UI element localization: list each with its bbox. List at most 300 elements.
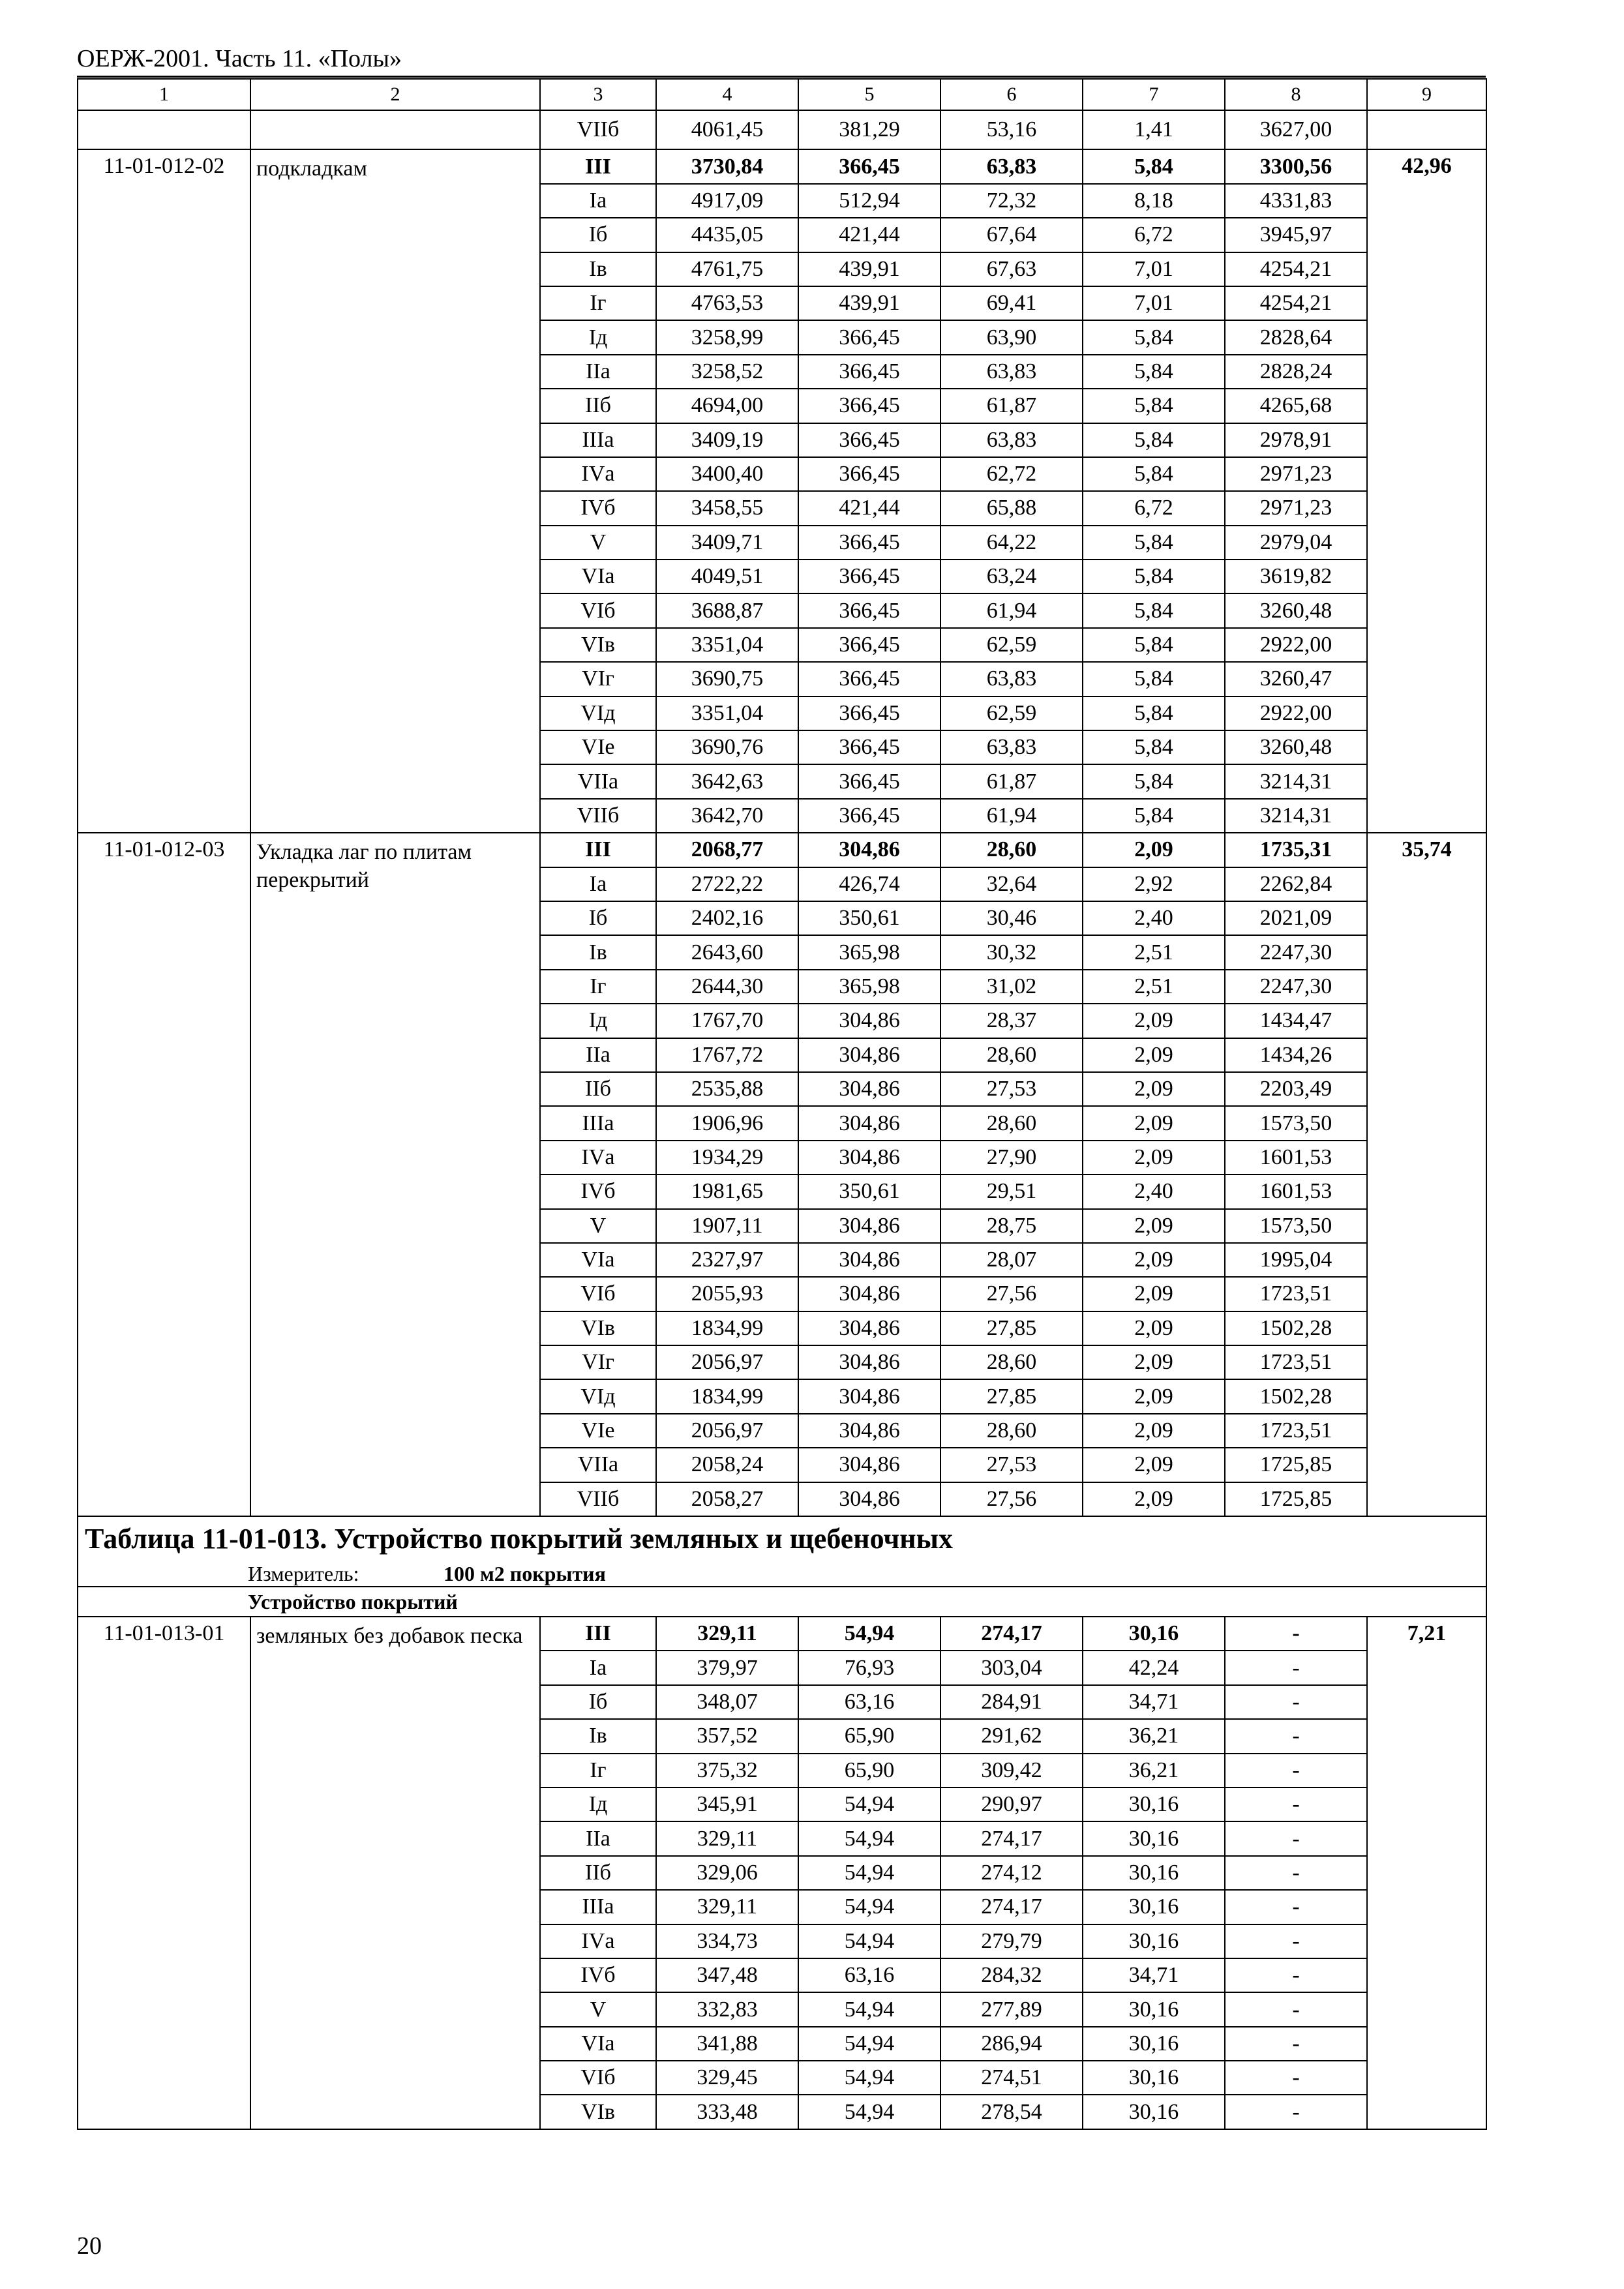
value-col-7: 30,16 — [1083, 1924, 1225, 1958]
value-col-5: 54,94 — [798, 2027, 940, 2061]
value-col-5: 366,45 — [798, 730, 940, 764]
value-col-7: 2,09 — [1083, 1379, 1225, 1413]
value-col-8: 2247,30 — [1225, 970, 1367, 1004]
value-col-6: 309,42 — [940, 1754, 1083, 1788]
value-col-6: 62,72 — [940, 457, 1083, 491]
value-col-7: 6,72 — [1083, 218, 1225, 252]
value-col-4: 333,48 — [656, 2095, 798, 2129]
value-col-7: 8,18 — [1083, 184, 1225, 218]
section-row — [78, 1587, 1486, 1617]
value-col-7: 5,84 — [1083, 423, 1225, 457]
value-col-5: 54,94 — [798, 1924, 940, 1958]
value-col-4: 2058,27 — [656, 1482, 798, 1516]
value-col-6: 62,59 — [940, 628, 1083, 662]
value-col-5: 366,45 — [798, 320, 940, 354]
value-col-7: 5,84 — [1083, 730, 1225, 764]
value-col-4: 329,11 — [656, 1821, 798, 1855]
value-col-7: 5,84 — [1083, 560, 1225, 593]
value-col-6: 274,12 — [940, 1856, 1083, 1890]
value-col-7: 2,09 — [1083, 1209, 1225, 1243]
value-col-8: 2922,00 — [1225, 628, 1367, 662]
region-group: VIг — [540, 1345, 656, 1379]
value-col-4: 341,88 — [656, 2027, 798, 2061]
value-col-8: 1601,53 — [1225, 1174, 1367, 1208]
value-col-6: 278,54 — [940, 2095, 1083, 2129]
value-col-8: 2021,09 — [1225, 901, 1367, 935]
value-col-8: 1434,26 — [1225, 1038, 1367, 1072]
value-col-6: 67,64 — [940, 218, 1083, 252]
value-col-8: 1723,51 — [1225, 1345, 1367, 1379]
value-col-4: 3258,99 — [656, 320, 798, 354]
value-col-4: 329,11 — [656, 1890, 798, 1924]
column-number: 1 — [78, 79, 250, 110]
value-col-5: 54,94 — [798, 1788, 940, 1821]
value-col-6: 274,17 — [940, 1890, 1083, 1924]
value-col-7: 36,21 — [1083, 1719, 1225, 1753]
value-col-6: 53,16 — [940, 110, 1083, 149]
value-col-6: 284,91 — [940, 1685, 1083, 1719]
group-base-row — [78, 149, 1486, 183]
value-col-5: 366,45 — [798, 149, 940, 183]
table-title-row — [78, 1516, 1486, 1561]
column-numbers-row — [78, 79, 1486, 110]
group-base-row — [78, 833, 1486, 867]
value-col-5: 512,94 — [798, 184, 940, 218]
region-group: IVб — [540, 491, 656, 525]
region-group: Iд — [540, 320, 656, 354]
value-col-6: 30,32 — [940, 935, 1083, 969]
value-col-7: 5,84 — [1083, 355, 1225, 389]
value-col-5: 366,45 — [798, 355, 940, 389]
value-col-7: 2,51 — [1083, 970, 1225, 1004]
value-col-5: 366,45 — [798, 764, 940, 798]
value-col-6: 274,17 — [940, 1821, 1083, 1855]
value-col-7: 34,71 — [1083, 1685, 1225, 1719]
value-col-5: 366,45 — [798, 696, 940, 730]
value-col-8: 2828,24 — [1225, 355, 1367, 389]
value-col-6: 28,60 — [940, 1038, 1083, 1072]
value-col-7: 36,21 — [1083, 1754, 1225, 1788]
value-col-6: 27,53 — [940, 1448, 1083, 1482]
region-group: VIб — [540, 593, 656, 627]
value-col-6: 32,64 — [940, 867, 1083, 901]
value-col-5: 439,91 — [798, 252, 940, 286]
region-group: VIIа — [540, 1448, 656, 1482]
value-col-6: 290,97 — [940, 1788, 1083, 1821]
value-col-7: 42,24 — [1083, 1651, 1225, 1684]
value-col-6: 63,90 — [940, 320, 1083, 354]
measure-label: Измеритель: — [248, 1562, 359, 1586]
value-col-5: 63,16 — [798, 1958, 940, 1992]
value-col-8: 3300,56 — [1225, 149, 1367, 183]
value-col-4: 375,32 — [656, 1754, 798, 1788]
table-title: Таблица 11-01-013. Устройство покрытий земляных и щебеночных — [78, 1516, 1486, 1561]
region-group: IVа — [540, 457, 656, 491]
value-col-4: 3258,52 — [656, 355, 798, 389]
value-col-7: 5,84 — [1083, 320, 1225, 354]
region-group: IIб — [540, 1072, 656, 1106]
value-col-6: 27,56 — [940, 1277, 1083, 1311]
value-col-6: 291,62 — [940, 1719, 1083, 1753]
measure-value: 100 м2 покрытия — [444, 1562, 606, 1586]
value-col-6: 27,90 — [940, 1141, 1083, 1174]
value-col-6: 27,53 — [940, 1072, 1083, 1106]
value-col-7: 30,16 — [1083, 1856, 1225, 1890]
value-col-4: 4694,00 — [656, 389, 798, 423]
value-col-4: 3730,84 — [656, 149, 798, 183]
value-col-6: 28,07 — [940, 1243, 1083, 1277]
value-col-7: 2,09 — [1083, 1106, 1225, 1140]
value-col-4: 2722,22 — [656, 867, 798, 901]
value-col-6: 28,60 — [940, 1345, 1083, 1379]
region-group: Iб — [540, 901, 656, 935]
value-col-8: 4331,83 — [1225, 184, 1367, 218]
value-col-8: - — [1225, 1685, 1367, 1719]
value-col-5: 381,29 — [798, 110, 940, 149]
region-group: Iа — [540, 867, 656, 901]
value-col-7: 5,84 — [1083, 662, 1225, 696]
value-col-6: 279,79 — [940, 1924, 1083, 1958]
value-col-7: 2,40 — [1083, 901, 1225, 935]
region-group: IVб — [540, 1174, 656, 1208]
region-group: IIIа — [540, 1890, 656, 1924]
rate-description: подкладкам — [250, 149, 540, 833]
value-col-8: 1502,28 — [1225, 1379, 1367, 1413]
value-col-7: 2,09 — [1083, 1072, 1225, 1106]
rate-description: земляных без добавок песка — [250, 1617, 540, 2129]
value-col-8: - — [1225, 1958, 1367, 1992]
value-col-7: 2,09 — [1083, 1482, 1225, 1516]
section-title: Устройство покрытий — [248, 1590, 458, 1614]
value-col-4: 2643,60 — [656, 935, 798, 969]
value-col-6: 28,60 — [940, 1106, 1083, 1140]
value-col-4: 4061,45 — [656, 110, 798, 149]
value-col-7: 7,01 — [1083, 252, 1225, 286]
value-col-8: - — [1225, 1719, 1367, 1753]
value-col-4: 3351,04 — [656, 696, 798, 730]
region-group: III — [540, 1617, 656, 1651]
value-col-8: - — [1225, 1788, 1367, 1821]
value-col-4: 2535,88 — [656, 1072, 798, 1106]
rate-code: 11-01-012-02 — [78, 149, 250, 833]
value-col-4: 1834,99 — [656, 1311, 798, 1345]
value-col-8: 4265,68 — [1225, 389, 1367, 423]
value-col-7: 5,84 — [1083, 149, 1225, 183]
value-col-8: 3260,47 — [1225, 662, 1367, 696]
value-col-8: - — [1225, 1992, 1367, 2026]
value-col-7: 2,09 — [1083, 1141, 1225, 1174]
value-col-5: 54,94 — [798, 1992, 940, 2026]
value-col-5: 304,86 — [798, 1072, 940, 1106]
column-number: 9 — [1367, 79, 1486, 110]
value-col-4: 3690,75 — [656, 662, 798, 696]
value-col-5: 304,86 — [798, 1345, 940, 1379]
rates-table — [77, 78, 1487, 2130]
value-col-6: 277,89 — [940, 1992, 1083, 2026]
value-col-8: 2979,04 — [1225, 526, 1367, 560]
region-group: VIв — [540, 628, 656, 662]
value-col-7: 5,84 — [1083, 799, 1225, 833]
value-col-6: 30,46 — [940, 901, 1083, 935]
value-col-5: 366,45 — [798, 628, 940, 662]
value-col-7: 30,16 — [1083, 2027, 1225, 2061]
value-col-6: 63,83 — [940, 730, 1083, 764]
value-col-5: 366,45 — [798, 593, 940, 627]
value-col-8: 2978,91 — [1225, 423, 1367, 457]
value-col-7: 2,09 — [1083, 1004, 1225, 1038]
value-col-4: 1934,29 — [656, 1141, 798, 1174]
region-group: IVа — [540, 1141, 656, 1174]
value-col-7: 30,16 — [1083, 1890, 1225, 1924]
value-col-4: 329,45 — [656, 2061, 798, 2095]
value-col-4: 2644,30 — [656, 970, 798, 1004]
value-col-8: 1573,50 — [1225, 1209, 1367, 1243]
value-col-5: 304,86 — [798, 1414, 940, 1448]
value-col-8: 3627,00 — [1225, 110, 1367, 149]
region-group: VIа — [540, 2027, 656, 2061]
region-group: Iб — [540, 1685, 656, 1719]
value-col-5: 366,45 — [798, 799, 940, 833]
region-group: Iв — [540, 935, 656, 969]
value-col-7: 30,16 — [1083, 1788, 1225, 1821]
value-col-5: 304,86 — [798, 1311, 940, 1345]
group-base-row — [78, 1617, 1486, 1651]
value-col-7: 2,09 — [1083, 1311, 1225, 1345]
value-col-5: 304,86 — [798, 1004, 940, 1038]
value-col-5: 304,86 — [798, 1448, 940, 1482]
region-group: III — [540, 149, 656, 183]
code-cell — [78, 110, 250, 149]
region-group: VIе — [540, 1414, 656, 1448]
region-group: IIа — [540, 355, 656, 389]
value-col-8: 3945,97 — [1225, 218, 1367, 252]
value-col-4: 4763,53 — [656, 286, 798, 320]
measure-row — [78, 1561, 1486, 1587]
value-col-5: 421,44 — [798, 491, 940, 525]
value-col-6: 67,63 — [940, 252, 1083, 286]
value-col-4: 3409,19 — [656, 423, 798, 457]
value-col-8: 3260,48 — [1225, 730, 1367, 764]
value-col-4: 3458,55 — [656, 491, 798, 525]
value-col-7: 5,84 — [1083, 628, 1225, 662]
value-col-4: 2058,24 — [656, 1448, 798, 1482]
region-group: IVб — [540, 1958, 656, 1992]
value-col-5: 366,45 — [798, 457, 940, 491]
value-col-4: 1906,96 — [656, 1106, 798, 1140]
section-cell — [78, 1587, 1486, 1617]
value-col-6: 286,94 — [940, 2027, 1083, 2061]
region-group: VIд — [540, 1379, 656, 1413]
value-col-5: 304,86 — [798, 1106, 940, 1140]
value-col-7: 2,09 — [1083, 1038, 1225, 1072]
value-col-8: - — [1225, 1821, 1367, 1855]
value-col-4: 332,83 — [656, 1992, 798, 2026]
value-col-5: 366,45 — [798, 560, 940, 593]
value-col-7: 7,01 — [1083, 286, 1225, 320]
value-col-6: 61,87 — [940, 764, 1083, 798]
region-group: Iг — [540, 1754, 656, 1788]
value-col-4: 2068,77 — [656, 833, 798, 867]
value-col-5: 65,90 — [798, 1754, 940, 1788]
value-col-6: 63,83 — [940, 423, 1083, 457]
value-col-6: 69,41 — [940, 286, 1083, 320]
value-col-4: 3688,87 — [656, 593, 798, 627]
value-col-8: 2262,84 — [1225, 867, 1367, 901]
value-col-4: 347,48 — [656, 1958, 798, 1992]
value-col-8: 2828,64 — [1225, 320, 1367, 354]
value-col-6: 72,32 — [940, 184, 1083, 218]
value-col-8: 4254,21 — [1225, 286, 1367, 320]
column-number: 8 — [1225, 79, 1367, 110]
value-col-8: 1573,50 — [1225, 1106, 1367, 1140]
value-col-5: 366,45 — [798, 526, 940, 560]
value-col-5: 366,45 — [798, 389, 940, 423]
value-col-8: 2971,23 — [1225, 457, 1367, 491]
value-col-6: 303,04 — [940, 1651, 1083, 1684]
column-number: 3 — [540, 79, 656, 110]
value-col-5: 54,94 — [798, 1890, 940, 1924]
value-col-6: 27,85 — [940, 1379, 1083, 1413]
value-col-5: 365,98 — [798, 935, 940, 969]
region-group: Iа — [540, 1651, 656, 1684]
value-col-6: 63,83 — [940, 355, 1083, 389]
value-col-5: 304,86 — [798, 1277, 940, 1311]
value-col-5: 76,93 — [798, 1651, 940, 1684]
value-col-6: 274,17 — [940, 1617, 1083, 1651]
value-col-5: 365,98 — [798, 970, 940, 1004]
value-col-8: 1601,53 — [1225, 1141, 1367, 1174]
value-col-7: 30,16 — [1083, 1617, 1225, 1651]
value-col-8: 3619,82 — [1225, 560, 1367, 593]
value-col-7: 5,84 — [1083, 457, 1225, 491]
region-group: Iа — [540, 184, 656, 218]
region-group: VIе — [540, 730, 656, 764]
value-col-5: 54,94 — [798, 1821, 940, 1855]
value-col-7: 2,09 — [1083, 1243, 1225, 1277]
value-col-5: 426,74 — [798, 867, 940, 901]
value-col-6: 63,24 — [940, 560, 1083, 593]
value-col-7: 2,92 — [1083, 867, 1225, 901]
value-col-8: - — [1225, 2061, 1367, 2095]
column-number: 5 — [798, 79, 940, 110]
value-col-7: 2,09 — [1083, 833, 1225, 867]
page-header — [77, 37, 1486, 78]
region-group: VIIб — [540, 110, 656, 149]
table-row — [78, 110, 1486, 149]
value-col-7: 2,09 — [1083, 1414, 1225, 1448]
region-group: Iв — [540, 252, 656, 286]
value-col-5: 439,91 — [798, 286, 940, 320]
value-col-8: - — [1225, 1617, 1367, 1651]
value-col-6: 62,59 — [940, 696, 1083, 730]
value-col-4: 2055,93 — [656, 1277, 798, 1311]
region-group: Iд — [540, 1788, 656, 1821]
value-col-7: 1,41 — [1083, 110, 1225, 149]
value-col-4: 348,07 — [656, 1685, 798, 1719]
region-group: Iг — [540, 286, 656, 320]
column-number: 2 — [250, 79, 540, 110]
region-group: IIб — [540, 1856, 656, 1890]
value-col-6: 61,94 — [940, 799, 1083, 833]
value-col-6: 63,83 — [940, 149, 1083, 183]
value-col-7: 2,09 — [1083, 1277, 1225, 1311]
value-col-5: 54,94 — [798, 2095, 940, 2129]
value-col-4: 329,06 — [656, 1856, 798, 1890]
value-col-4: 4435,05 — [656, 218, 798, 252]
region-group: IVа — [540, 1924, 656, 1958]
region-group: V — [540, 1209, 656, 1243]
value-col-7: 5,84 — [1083, 389, 1225, 423]
value-col-8: - — [1225, 1651, 1367, 1684]
value-col-4: 3409,71 — [656, 526, 798, 560]
value-col-6: 284,32 — [940, 1958, 1083, 1992]
value-col-4: 4917,09 — [656, 184, 798, 218]
value-col-7: 5,84 — [1083, 526, 1225, 560]
region-group: VIб — [540, 1277, 656, 1311]
value-col-6: 28,75 — [940, 1209, 1083, 1243]
region-group: Iв — [540, 1719, 656, 1753]
region-group: Iг — [540, 970, 656, 1004]
region-group: VIа — [540, 1243, 656, 1277]
value-col-5: 304,86 — [798, 1141, 940, 1174]
value-col-4: 3400,40 — [656, 457, 798, 491]
rate-code: 11-01-012-03 — [78, 833, 250, 1516]
region-group: VIIб — [540, 1482, 656, 1516]
region-group: VIIа — [540, 764, 656, 798]
value-col-4: 1907,11 — [656, 1209, 798, 1243]
value-col-4: 4049,51 — [656, 560, 798, 593]
value-col-7: 5,84 — [1083, 764, 1225, 798]
value-col-8: 3214,31 — [1225, 799, 1367, 833]
value-col-4: 2327,97 — [656, 1243, 798, 1277]
value-col-4: 3351,04 — [656, 628, 798, 662]
value-col-6: 28,60 — [940, 833, 1083, 867]
value-col-6: 28,60 — [940, 1414, 1083, 1448]
value-col-4: 334,73 — [656, 1924, 798, 1958]
value-col-6: 31,02 — [940, 970, 1083, 1004]
value-col-5: 304,86 — [798, 833, 940, 867]
labor-cost: 7,21 — [1367, 1617, 1486, 2129]
value-col-7: 30,16 — [1083, 1992, 1225, 2026]
value-col-4: 2056,97 — [656, 1345, 798, 1379]
column-number: 7 — [1083, 79, 1225, 110]
region-group: VIв — [540, 2095, 656, 2129]
region-group: IIIа — [540, 1106, 656, 1140]
value-col-5: 304,86 — [798, 1379, 940, 1413]
value-col-7: 6,72 — [1083, 491, 1225, 525]
value-col-5: 350,61 — [798, 901, 940, 935]
value-col-6: 27,85 — [940, 1311, 1083, 1345]
value-col-4: 3642,63 — [656, 764, 798, 798]
value-col-5: 63,16 — [798, 1685, 940, 1719]
region-group: Iд — [540, 1004, 656, 1038]
region-group: VIIб — [540, 799, 656, 833]
region-group: IIб — [540, 389, 656, 423]
value-col-8: 1723,51 — [1225, 1277, 1367, 1311]
value-col-8: 2971,23 — [1225, 491, 1367, 525]
value-col-8: 3260,48 — [1225, 593, 1367, 627]
value-col-8: - — [1225, 1754, 1367, 1788]
value-col-8: 4254,21 — [1225, 252, 1367, 286]
value-col-6: 61,94 — [940, 593, 1083, 627]
value-col-8: - — [1225, 1924, 1367, 1958]
value-col-7: 2,40 — [1083, 1174, 1225, 1208]
value-col-8: - — [1225, 2027, 1367, 2061]
value-col-7: 34,71 — [1083, 1958, 1225, 1992]
value-col-5: 421,44 — [798, 218, 940, 252]
value-col-7: 2,51 — [1083, 935, 1225, 969]
value-col-4: 345,91 — [656, 1788, 798, 1821]
